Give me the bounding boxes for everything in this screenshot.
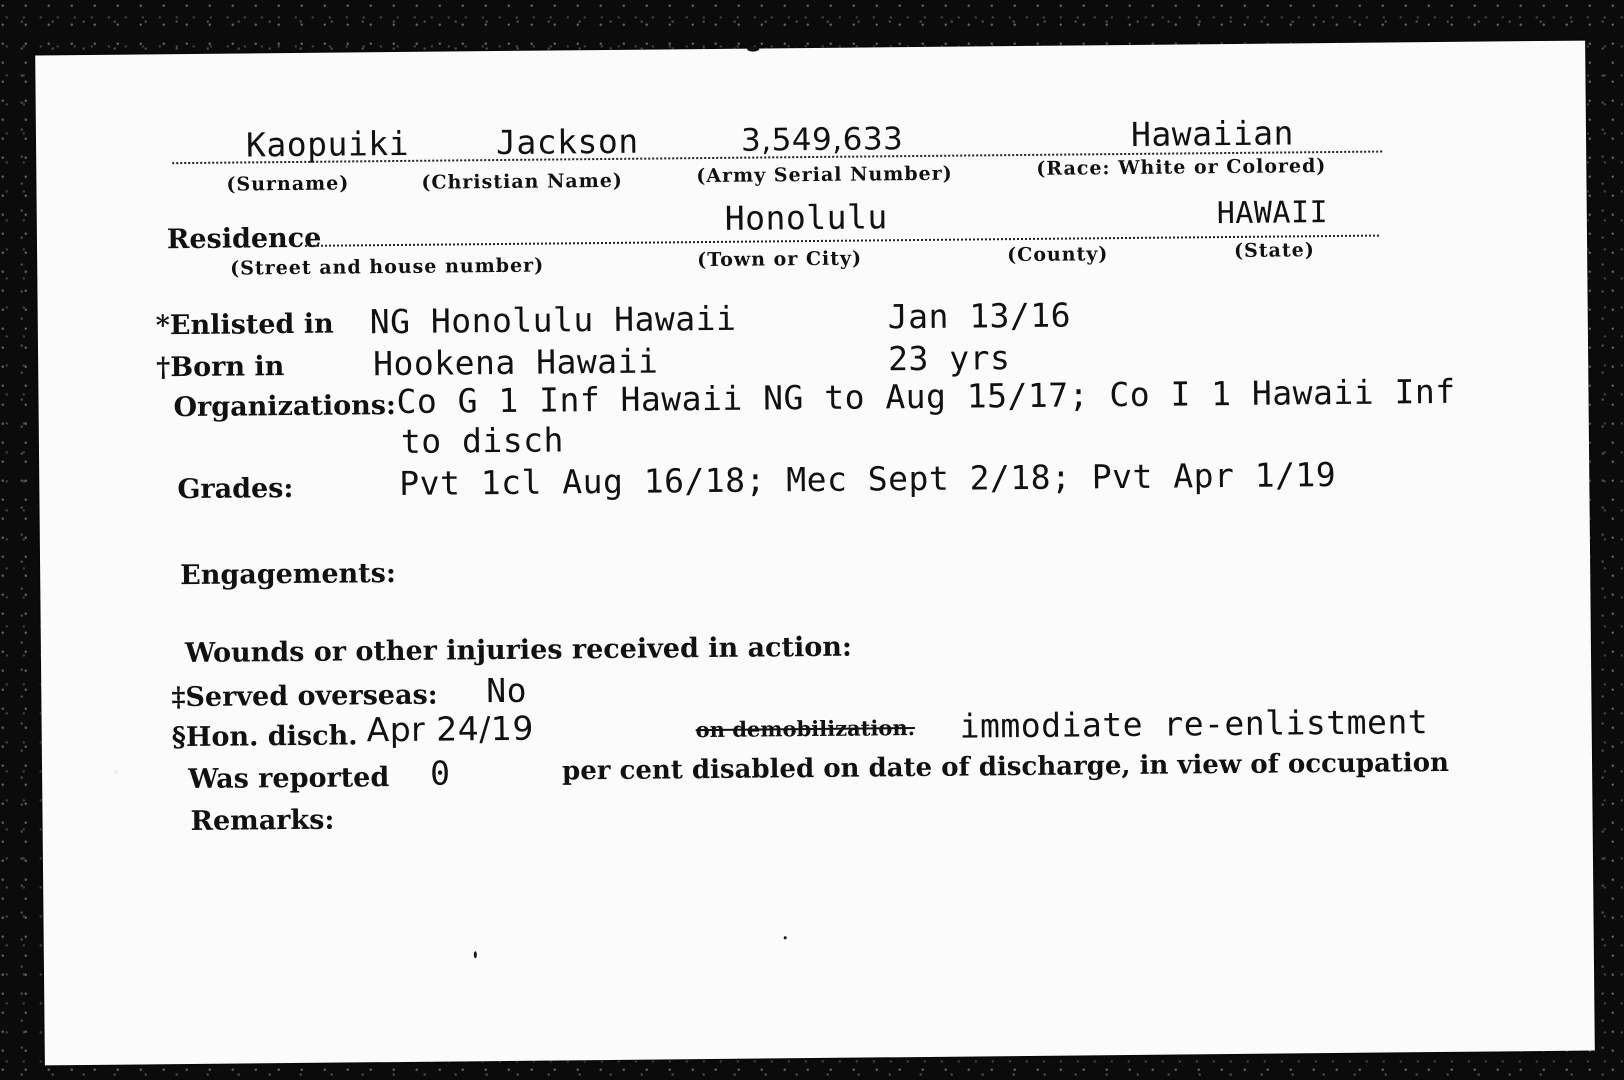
born-place-value: Hookena Hawaii	[372, 341, 659, 384]
surname-caption: (Surname)	[226, 172, 350, 196]
organizations-line1: Co G 1 Inf Hawaii NG to Aug 15/17; Co I 1 Hawaii Inf	[396, 371, 1456, 422]
discharge-date-value: Apr 24/19	[366, 708, 535, 750]
residence-label: Residence	[166, 222, 322, 256]
christian-name-value: Jackson	[495, 121, 639, 163]
discharge-note-value: immodiate re-enlistment	[959, 702, 1429, 746]
enlisted-label: *Enlisted in	[155, 308, 334, 342]
grades-label: Grades:	[177, 473, 294, 506]
enlisted-date-value: Jan 13/16	[887, 295, 1072, 337]
serial-caption: (Army Serial Number)	[696, 162, 953, 188]
serial-number-value: 3,549,633	[740, 121, 904, 159]
demobilization-struck-text: on demobilization.	[695, 715, 916, 743]
grades-value: Pvt 1cl Aug 16/18; Mec Sept 2/18; Pvt Apr 1/19	[399, 454, 1337, 503]
speck	[114, 770, 118, 774]
race-caption: (Race: White or Colored)	[1036, 155, 1327, 180]
born-label: †Born in	[156, 351, 285, 384]
discharge-label: §Hon. disch.	[171, 720, 358, 754]
organizations-label: Organizations:	[173, 390, 397, 424]
state-caption: (State)	[1234, 239, 1315, 262]
speck	[784, 936, 787, 939]
wounds-label: Wounds or other injuries received in action:	[184, 631, 853, 670]
remarks-label: Remarks:	[190, 804, 335, 838]
organizations-line2: to disch	[400, 420, 565, 461]
enlisted-place-value: NG Honolulu Hawaii	[369, 298, 737, 342]
town-caption: (Town or City)	[697, 247, 863, 272]
speck	[474, 951, 477, 958]
reported-value: 0	[429, 753, 451, 793]
race-value: Hawaiian	[1130, 113, 1295, 154]
born-age-value: 23 yrs	[887, 338, 1011, 379]
engagements-label: Engagements:	[180, 558, 396, 592]
residence-state-value: HAWAII	[1216, 195, 1329, 232]
residence-town-value: Honolulu	[724, 197, 888, 238]
served-overseas-value: No	[486, 670, 528, 711]
speck	[747, 47, 759, 52]
christian-name-caption: (Christian Name)	[421, 169, 623, 194]
surname-value: Kaopuiki	[245, 123, 410, 165]
disabled-text: per cent disabled on date of discharge, in view of occupation	[561, 747, 1450, 787]
served-overseas-label: ‡Served overseas:	[171, 679, 438, 714]
service-record-card	[35, 41, 1595, 1066]
reported-label: Was reported	[187, 762, 390, 796]
county-caption: (County)	[1007, 243, 1109, 267]
street-caption: (Street and house number)	[230, 254, 545, 280]
